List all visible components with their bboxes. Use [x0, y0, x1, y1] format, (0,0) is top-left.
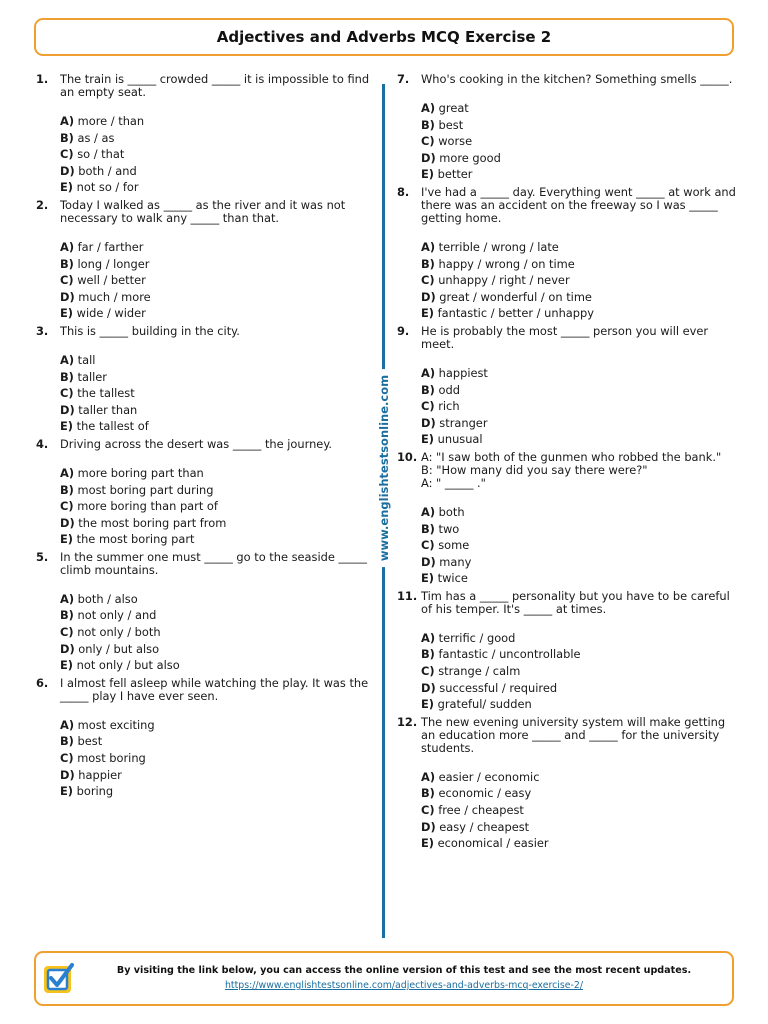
- option-letter: E): [60, 532, 73, 547]
- option-text: not only / both: [77, 625, 161, 640]
- answer-option[interactable]: [60, 305, 376, 322]
- answer-option[interactable]: [421, 256, 737, 273]
- answer-option[interactable]: [421, 133, 737, 150]
- option-text: well / better: [77, 273, 146, 288]
- option-letter: D): [60, 641, 75, 656]
- option-text: best: [77, 734, 103, 749]
- answer-option[interactable]: [421, 100, 737, 117]
- option-text: two: [438, 521, 460, 536]
- option-text: both / and: [78, 163, 137, 178]
- option-text: more good: [439, 150, 501, 165]
- answer-option[interactable]: [421, 521, 737, 538]
- question: [397, 184, 740, 225]
- title-box: [34, 18, 734, 56]
- option-letter: E): [60, 658, 73, 673]
- answer-option[interactable]: [60, 482, 376, 499]
- answer-option[interactable]: [421, 272, 737, 289]
- option-letter: D): [421, 150, 436, 165]
- question-text: Who's cooking in the kitchen? Something smells _____.: [421, 72, 733, 86]
- question-block: [397, 184, 740, 322]
- question: [36, 438, 376, 451]
- option-text: grateful/ sudden: [437, 697, 532, 712]
- answer-option[interactable]: [60, 531, 376, 548]
- option-letter: A): [60, 352, 75, 367]
- option-text: not only / and: [77, 608, 157, 623]
- option-text: the most boring part from: [78, 515, 227, 530]
- answer-option[interactable]: [60, 498, 376, 515]
- question-text: Driving across the desert was _____ the journey.: [60, 436, 333, 451]
- option-letter: E): [60, 419, 73, 434]
- answer-options: [60, 717, 376, 800]
- option-text: more boring part than: [77, 465, 204, 480]
- question-block: [36, 551, 376, 674]
- option-letter: B): [421, 786, 435, 801]
- option-letter: A): [60, 717, 75, 732]
- side-website-label: www.englishtestsonline.com: [377, 369, 391, 567]
- option-text: only / but also: [78, 641, 160, 656]
- option-letter: C): [60, 147, 74, 162]
- answer-option[interactable]: [60, 767, 376, 784]
- option-text: better: [437, 167, 473, 182]
- question-number: 12.: [397, 714, 418, 729]
- question-text: The new evening university system will make getting an education more _____ and _____ for the university students.: [421, 714, 729, 755]
- page-title: Adjectives and Adverbs MCQ Exercise 2: [216, 28, 552, 46]
- option-letter: A): [421, 365, 436, 380]
- option-letter: D): [60, 402, 75, 417]
- answer-option[interactable]: [60, 515, 376, 532]
- question: [397, 73, 737, 86]
- footer-notice: By visiting the link below, you can access the online version of this test and see the most recent updates.: [116, 965, 692, 976]
- answer-option[interactable]: [421, 431, 737, 448]
- answer-option[interactable]: [60, 130, 376, 147]
- option-letter: B): [60, 482, 74, 497]
- answer-option[interactable]: [60, 146, 376, 163]
- answer-option[interactable]: [60, 352, 376, 369]
- question-text: I've had a _____ day. Everything went _____ at work and there was an accident on the freeway so I was _____ getting home.: [421, 184, 740, 225]
- option-letter: E): [421, 697, 434, 712]
- answer-option[interactable]: [421, 166, 737, 183]
- question-text: In the summer one must _____ go to the seaside _____ climb mountains.: [60, 549, 371, 577]
- answer-option[interactable]: [421, 835, 737, 852]
- option-letter: B): [421, 117, 435, 132]
- option-text: worse: [438, 134, 473, 149]
- option-text: as / as: [77, 130, 115, 145]
- option-text: more / than: [77, 114, 145, 128]
- option-letter: B): [60, 369, 74, 384]
- answer-option[interactable]: [421, 630, 737, 647]
- question: [36, 677, 376, 703]
- question-number: 3.: [36, 323, 49, 338]
- answer-option[interactable]: [421, 570, 737, 587]
- option-text: far / farther: [77, 239, 144, 254]
- answer-option[interactable]: [60, 624, 376, 641]
- answer-option[interactable]: [421, 398, 737, 415]
- right-question-column: [397, 72, 740, 855]
- option-text: most boring: [77, 751, 146, 766]
- answer-options: [60, 352, 376, 435]
- option-text: easy / cheapest: [439, 819, 530, 834]
- question-block: [397, 325, 737, 448]
- option-text: terrible / wrong / late: [438, 239, 559, 254]
- answer-option[interactable]: [421, 646, 737, 663]
- answer-option[interactable]: [421, 289, 737, 306]
- option-text: not only / but also: [76, 658, 180, 673]
- answer-option[interactable]: [421, 819, 737, 836]
- answer-options: [60, 591, 376, 674]
- option-text: best: [438, 117, 464, 132]
- question-block: [397, 590, 737, 713]
- question-text: The train is _____ crowded _____ it is impossible to find an empty seat.: [60, 72, 373, 99]
- option-letter: B): [421, 647, 435, 662]
- option-text: happier: [78, 767, 122, 782]
- option-letter: B): [421, 382, 435, 397]
- answer-option[interactable]: [60, 641, 376, 658]
- answer-option[interactable]: [60, 402, 376, 419]
- question-text: Today I walked as _____ as the river and it was not necessary to walk any _____ than that.: [60, 197, 349, 225]
- option-letter: E): [60, 306, 73, 321]
- question: [36, 73, 376, 99]
- answer-option[interactable]: [421, 117, 737, 134]
- answer-option[interactable]: [421, 504, 737, 521]
- option-text: most boring part during: [77, 482, 214, 497]
- option-letter: D): [421, 819, 436, 834]
- answer-option[interactable]: [60, 750, 376, 767]
- answer-option[interactable]: [60, 418, 376, 435]
- answer-options: [421, 239, 737, 322]
- option-text: great: [438, 101, 469, 115]
- option-letter: C): [421, 538, 435, 553]
- answer-option[interactable]: [60, 369, 376, 386]
- option-text: economic / easy: [438, 786, 532, 801]
- option-text: great / wonderful / on time: [439, 289, 592, 304]
- option-letter: A): [421, 769, 436, 784]
- answer-option[interactable]: [60, 717, 376, 734]
- answer-option[interactable]: [421, 785, 737, 802]
- answer-option[interactable]: [60, 256, 376, 273]
- option-letter: C): [421, 134, 435, 149]
- option-letter: A): [421, 101, 436, 115]
- option-letter: D): [60, 515, 75, 530]
- option-letter: D): [421, 289, 436, 304]
- option-letter: A): [421, 504, 436, 519]
- option-text: most exciting: [77, 717, 155, 732]
- answer-option[interactable]: [60, 607, 376, 624]
- answer-option[interactable]: [421, 382, 737, 399]
- option-text: free / cheapest: [438, 803, 524, 818]
- question: [397, 590, 737, 616]
- option-text: both: [438, 504, 465, 519]
- question-number: 9.: [397, 323, 410, 338]
- option-text: easier / economic: [438, 769, 540, 784]
- question-number: 2.: [36, 197, 49, 212]
- question-number: 6.: [36, 675, 49, 690]
- question-number: 7.: [397, 72, 410, 86]
- left-question-column: [36, 73, 376, 803]
- question-text: Tim has a _____ personality but you have to be careful of his temper. It's _____ at times.: [421, 588, 734, 616]
- answer-option[interactable]: [421, 663, 737, 680]
- option-text: fantastic / better / unhappy: [437, 306, 594, 321]
- answer-option[interactable]: [60, 657, 376, 674]
- option-text: not so / for: [76, 180, 139, 195]
- answer-options: [421, 100, 737, 183]
- question-block: [397, 451, 737, 587]
- question-block: [36, 199, 376, 322]
- option-text: unhappy / right / never: [438, 273, 570, 288]
- question-block: [397, 73, 737, 183]
- option-text: fantastic / uncontrollable: [438, 647, 581, 662]
- option-letter: B): [60, 734, 74, 749]
- question-number: 11.: [397, 588, 418, 603]
- question-text: This is _____ building in the city.: [60, 323, 240, 338]
- option-text: economical / easier: [437, 836, 549, 851]
- question: [36, 551, 376, 577]
- option-letter: E): [421, 571, 434, 586]
- option-letter: C): [60, 273, 74, 288]
- answer-option[interactable]: [60, 733, 376, 750]
- option-letter: D): [60, 767, 75, 782]
- option-text: the tallest: [77, 386, 135, 401]
- option-letter: D): [421, 680, 436, 695]
- option-text: the most boring part: [76, 532, 195, 547]
- option-text: so / that: [77, 147, 125, 162]
- option-letter: D): [60, 289, 75, 304]
- checkbox-logo-icon: [42, 962, 75, 995]
- answer-options: [421, 365, 737, 448]
- question: [36, 325, 376, 338]
- answer-options: [421, 630, 737, 713]
- answer-option[interactable]: [60, 163, 376, 180]
- option-letter: D): [421, 415, 436, 430]
- option-letter: C): [60, 386, 74, 401]
- answer-option[interactable]: [60, 591, 376, 608]
- answer-option[interactable]: [421, 305, 737, 322]
- answer-option[interactable]: [421, 680, 737, 697]
- option-letter: A): [60, 114, 75, 128]
- question-number: 10.: [397, 449, 418, 464]
- question-text: A: "I saw both of the gunmen who robbed the bank." B: "How many did you say there were?" A: " _____ .": [421, 449, 722, 490]
- question-block: [36, 73, 376, 196]
- answer-option[interactable]: [421, 802, 737, 819]
- option-letter: B): [60, 256, 74, 271]
- option-letter: B): [421, 256, 435, 271]
- footer-test-link[interactable]: https://www.englishtestsonline.com/adjectives-and-adverbs-mcq-exercise-2/: [224, 980, 584, 991]
- option-letter: E): [60, 784, 73, 799]
- option-text: happy / wrong / on time: [438, 256, 575, 271]
- answer-option[interactable]: [60, 289, 376, 306]
- option-text: the tallest of: [76, 419, 149, 434]
- option-text: taller: [77, 369, 107, 384]
- option-text: odd: [438, 382, 460, 397]
- option-text: much / more: [78, 289, 151, 304]
- option-letter: C): [421, 664, 435, 679]
- option-letter: C): [421, 273, 435, 288]
- option-letter: D): [60, 163, 75, 178]
- footer-box: [34, 951, 734, 1006]
- option-letter: E): [60, 180, 73, 195]
- question-number: 5.: [36, 549, 49, 564]
- answer-option[interactable]: [60, 239, 376, 256]
- option-text: successful / required: [439, 680, 558, 695]
- option-text: wide / wider: [76, 306, 146, 321]
- option-text: tall: [77, 352, 96, 367]
- option-letter: B): [60, 130, 74, 145]
- answer-option[interactable]: [421, 365, 737, 382]
- answer-options: [60, 465, 376, 548]
- option-text: stranger: [439, 415, 488, 430]
- answer-options: [60, 239, 376, 322]
- option-letter: C): [60, 625, 74, 640]
- answer-option[interactable]: [421, 769, 737, 786]
- answer-option[interactable]: [60, 179, 376, 196]
- option-letter: E): [421, 167, 434, 182]
- question-text: I almost fell asleep while watching the play. It was the _____ play I have ever seen.: [60, 675, 372, 703]
- option-text: happiest: [438, 365, 488, 380]
- question-number: 8.: [397, 184, 410, 199]
- answer-options: [60, 113, 376, 196]
- option-text: long / longer: [77, 256, 150, 271]
- option-letter: C): [421, 803, 435, 818]
- option-letter: E): [421, 432, 434, 447]
- option-letter: A): [421, 239, 436, 254]
- answer-option[interactable]: [60, 465, 376, 482]
- answer-option[interactable]: [421, 537, 737, 554]
- answer-option[interactable]: [421, 239, 737, 256]
- answer-option[interactable]: [421, 554, 737, 571]
- question: [397, 716, 737, 755]
- option-letter: A): [60, 239, 75, 254]
- option-letter: D): [421, 554, 436, 569]
- option-text: taller than: [78, 402, 138, 417]
- question: [397, 451, 737, 490]
- option-letter: A): [60, 591, 75, 606]
- option-text: boring: [76, 784, 114, 799]
- answer-options: [421, 769, 737, 852]
- answer-option[interactable]: [60, 113, 376, 130]
- option-letter: C): [60, 751, 74, 766]
- option-letter: A): [421, 630, 436, 645]
- answer-options: [421, 504, 737, 587]
- question-block: [397, 716, 737, 852]
- option-letter: A): [60, 465, 75, 480]
- option-letter: E): [421, 836, 434, 851]
- question-block: [36, 677, 376, 800]
- question: [397, 325, 737, 351]
- answer-option[interactable]: [60, 385, 376, 402]
- option-letter: C): [421, 399, 435, 414]
- option-letter: B): [421, 521, 435, 536]
- question-text: He is probably the most _____ person you will ever meet.: [421, 323, 712, 351]
- option-text: twice: [437, 571, 468, 586]
- answer-option[interactable]: [60, 783, 376, 800]
- option-text: more boring than part of: [77, 499, 218, 514]
- option-text: many: [439, 554, 472, 569]
- option-letter: B): [60, 608, 74, 623]
- option-text: both / also: [77, 591, 138, 606]
- option-letter: E): [421, 306, 434, 321]
- option-text: terrific / good: [438, 630, 516, 645]
- answer-option[interactable]: [421, 150, 737, 167]
- option-letter: C): [60, 499, 74, 514]
- option-text: strange / calm: [438, 664, 521, 679]
- answer-option[interactable]: [421, 415, 737, 432]
- question-block: [36, 438, 376, 548]
- question-number: 1.: [36, 72, 49, 86]
- question-block: [36, 325, 376, 435]
- question-number: 4.: [36, 436, 49, 451]
- option-text: some: [438, 538, 470, 553]
- option-text: unusual: [437, 432, 483, 447]
- option-text: rich: [438, 399, 460, 414]
- answer-option[interactable]: [60, 272, 376, 289]
- answer-option[interactable]: [421, 696, 737, 713]
- question: [36, 199, 376, 225]
